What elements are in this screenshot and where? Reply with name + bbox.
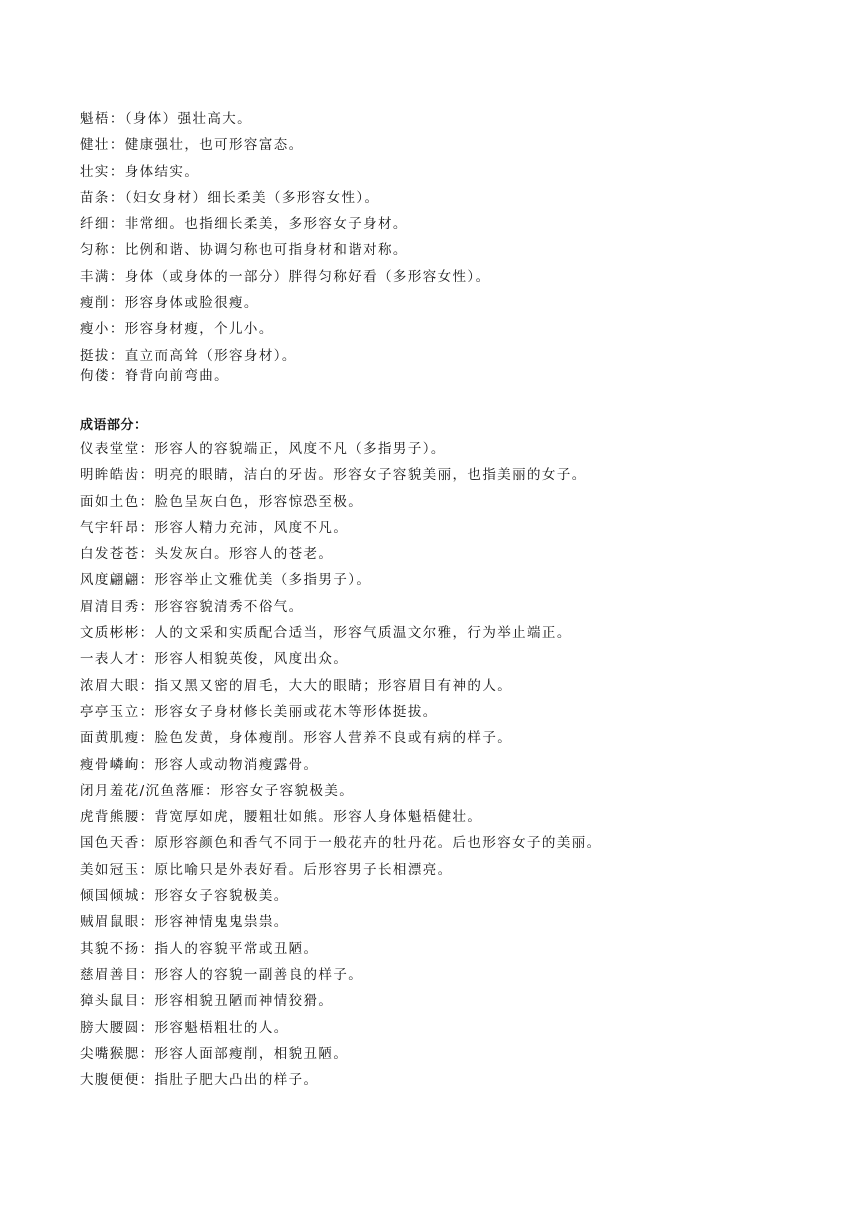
- entry-definition: 指又黑又密的眉毛，大大的眼睛；形容眉目有神的人。: [154, 677, 513, 694]
- entry-definition: 脸色呈灰白色，形容惊恐至极。: [154, 493, 364, 510]
- entry-definition: 形容女子身材修长美丽或花木等形体挺拔。: [154, 703, 438, 720]
- entry-separator: ：: [139, 940, 155, 957]
- entry-term: 面黄肌瘦: [80, 730, 140, 747]
- entry-definition: 指肚子肥大凸出的样子。: [154, 1072, 319, 1089]
- idiom-entry: [80, 909, 820, 935]
- entry-separator: ：: [139, 756, 155, 773]
- entry-definition: （身体）强壮高大。: [124, 111, 253, 127]
- entry-term: 气宇轩昂: [80, 519, 140, 536]
- entry-definition: 非常细。也指细长柔美，多形容女子身材。: [124, 216, 408, 233]
- entry-separator: ：: [139, 677, 155, 694]
- vocabulary-entry: [80, 237, 820, 263]
- entry-separator: ：: [109, 295, 125, 312]
- entry-separator: ：: [109, 216, 125, 233]
- idiom-entry: [80, 778, 820, 804]
- entry-separator: ：: [139, 493, 155, 510]
- entry-definition: 形容神情鬼鬼祟祟。: [154, 914, 289, 931]
- entry-separator: ：: [139, 730, 155, 747]
- entry-separator: ：: [109, 242, 125, 259]
- entry-term: 眉清目秀: [80, 598, 140, 615]
- idiom-entry: [80, 857, 820, 883]
- idiom-entry: [80, 883, 820, 909]
- entry-definition: 原形容颜色和香气不同于一般花卉的牡丹花。后也形容女子的美丽。: [154, 835, 602, 852]
- idiom-entry: [80, 462, 820, 488]
- idiom-entry: [80, 804, 820, 830]
- idiom-entry: [80, 436, 820, 462]
- entry-term: 美如冠玉: [80, 861, 140, 878]
- entry-separator: ：: [109, 321, 125, 338]
- idiom-entry: [80, 620, 820, 646]
- entry-term: 挺拔: [80, 347, 110, 364]
- idiom-entry: [80, 541, 820, 567]
- entry-term: 亭亭玉立: [80, 703, 140, 720]
- idiom-entry: [80, 1015, 820, 1041]
- vocabulary-entry: [80, 343, 820, 363]
- entry-term: 大腹便便: [80, 1072, 140, 1089]
- entry-separator: ：: [109, 268, 125, 285]
- entry-separator: ：: [139, 835, 155, 852]
- entry-separator: ：: [109, 111, 125, 127]
- entry-separator: ：: [139, 861, 155, 878]
- vocabulary-entry: [80, 185, 820, 211]
- entry-separator: ：: [139, 914, 155, 931]
- entry-term: 瘦小: [80, 321, 110, 338]
- entry-definition: 背宽厚如虎，腰粗壮如熊。形容人身体魁梧健壮。: [154, 809, 483, 826]
- entry-definition: 形容人的容貌端正，风度不凡（多指男子）。: [154, 441, 446, 457]
- entry-separator: ：: [139, 1072, 155, 1089]
- entry-term: 丰满: [80, 268, 110, 285]
- entry-term: 苗条: [80, 189, 110, 206]
- entry-term: 魁梧: [80, 111, 110, 127]
- entry-term: 一表人才: [80, 651, 140, 668]
- entry-separator: ：: [139, 598, 155, 615]
- idiom-entry: [80, 699, 820, 725]
- entry-separator: ：: [109, 347, 125, 364]
- entry-separator: ：: [205, 782, 221, 799]
- entry-separator: ：: [139, 1045, 155, 1062]
- entry-separator: ：: [139, 1019, 155, 1036]
- entry-separator: ：: [139, 809, 155, 826]
- entry-term: 风度翩翩: [80, 572, 140, 589]
- entry-term: 壮实: [80, 163, 110, 180]
- idiom-entry: [80, 489, 820, 515]
- entry-separator: ：: [139, 966, 155, 983]
- idiom-entry: [80, 752, 820, 778]
- entry-term: 国色天香: [80, 835, 140, 852]
- entry-definition: 原比喻只是外表好看。后形容男子长相漂亮。: [154, 861, 453, 878]
- idiom-entry: [80, 962, 820, 988]
- idiom-entry: [80, 673, 820, 699]
- entry-definition: 形容人或动物消瘦露骨。: [154, 756, 319, 773]
- entry-term: 文质彬彬: [80, 625, 140, 642]
- vocabulary-entry: [80, 106, 820, 132]
- vocabulary-entry: [80, 363, 820, 389]
- entry-definition: 形容举止文雅优美（多指男子）。: [154, 572, 372, 589]
- entry-separator: ：: [109, 163, 125, 180]
- entry-term: 贼眉鼠眼: [80, 914, 140, 931]
- entry-definition: 形容容貌清秀不俗气。: [154, 598, 304, 615]
- entry-definition: 身体结实。: [124, 163, 200, 180]
- vocabulary-list: [80, 106, 820, 389]
- entry-definition: 比例和谐、协调匀称也可指身材和谐对称。: [124, 242, 408, 259]
- entry-term: 瘦削: [80, 295, 110, 312]
- entry-separator: ：: [109, 189, 125, 206]
- entry-definition: 形容身材瘦，个儿小。: [124, 321, 274, 338]
- entry-definition: （妇女身材）细长柔美（多形容女性）。: [124, 189, 380, 206]
- entry-definition: 明亮的眼睛，洁白的牙齿。形容女子容貌美丽，也指美丽的女子。: [154, 467, 587, 484]
- vocabulary-entry: [80, 290, 820, 316]
- idiom-entry: [80, 936, 820, 962]
- entry-separator: ：: [139, 625, 155, 642]
- entry-separator: ：: [139, 546, 155, 563]
- entry-definition: 形容人相貌英俊，风度出众。: [154, 651, 349, 668]
- entry-definition: 头发灰白。形容人的苍老。: [154, 546, 334, 563]
- entry-term: 慈眉善目: [80, 966, 140, 983]
- entry-definition: 形容身体或脸很瘦。: [124, 295, 259, 312]
- vocabulary-entry: [80, 316, 820, 342]
- idiom-entry: [80, 515, 820, 541]
- vocabulary-entry: [80, 264, 820, 290]
- entry-term: 明眸皓齿: [80, 467, 140, 484]
- entry-separator: ：: [139, 441, 155, 457]
- entry-separator: ：: [139, 651, 155, 668]
- entry-term: 面如土色: [80, 493, 140, 510]
- entry-term: 匀称: [80, 242, 110, 259]
- entry-definition: 身体（或身体的一部分）胖得匀称好看（多形容女性）。: [124, 268, 491, 285]
- entry-term: 佝偻: [80, 367, 110, 384]
- entry-definition: 健康强壮，也可形容富态。: [124, 137, 304, 154]
- entry-definition: 形容相貌丑陋而神情狡猾。: [154, 993, 334, 1010]
- entry-term: 纤细: [80, 216, 110, 233]
- idiom-entry: [80, 1067, 820, 1093]
- idiom-entry: [80, 567, 820, 593]
- entry-term: 虎背熊腰: [80, 809, 140, 826]
- idiom-entry: [80, 725, 820, 751]
- entry-definition: 脸色发黄，身体瘦削。形容人营养不良或有病的样子。: [154, 730, 513, 747]
- entry-separator: ：: [139, 519, 155, 536]
- entry-term: 獐头鼠目: [80, 993, 140, 1010]
- idioms-section-heading: 成语部分：: [80, 418, 148, 433]
- entry-term: 倾国倾城: [80, 888, 140, 905]
- entry-definition: 形容女子容貌极美。: [220, 782, 355, 799]
- idiom-entry: [80, 594, 820, 620]
- vocabulary-entry: [80, 132, 820, 158]
- entry-separator: ：: [139, 703, 155, 720]
- entry-term: 仪表堂堂: [80, 441, 140, 457]
- entry-term: 健壮: [80, 137, 110, 154]
- entry-term: 尖嘴猴腮: [80, 1045, 140, 1062]
- entry-separator: ：: [109, 137, 125, 154]
- entry-definition: 形容魁梧粗壮的人。: [154, 1019, 289, 1036]
- idioms-list: [80, 436, 820, 1093]
- idiom-entry: [80, 988, 820, 1014]
- entry-definition: 直立而高耸（形容身材）。: [124, 347, 297, 364]
- entry-separator: ：: [139, 572, 155, 589]
- entry-definition: 形容人的容貌一副善良的样子。: [154, 966, 364, 983]
- idiom-entry: [80, 1041, 820, 1067]
- entry-term: 膀大腰圆: [80, 1019, 140, 1036]
- entry-separator: ：: [139, 467, 155, 484]
- entry-term: 瘦骨嶙峋: [80, 756, 140, 773]
- entry-term: 白发苍苍: [80, 546, 140, 563]
- idiom-entry: [80, 646, 820, 672]
- entry-definition: 形容人精力充沛，风度不凡。: [154, 519, 349, 536]
- entry-definition: 人的文采和实质配合适当，形容气质温文尔雅，行为举止端正。: [154, 625, 572, 642]
- entry-definition: 形容人面部瘦削，相貌丑陋。: [154, 1045, 349, 1062]
- entry-separator: ：: [109, 367, 125, 384]
- entry-term: 其貌不扬: [80, 940, 140, 957]
- vocabulary-entry: [80, 211, 820, 237]
- entry-definition: 形容女子容貌极美。: [154, 888, 289, 905]
- entry-separator: ：: [139, 888, 155, 905]
- entry-term: 浓眉大眼: [80, 677, 140, 694]
- idiom-entry: [80, 830, 820, 856]
- entry-definition: 指人的容貌平常或丑陋。: [154, 940, 319, 957]
- entry-term: 闭月羞花/沉鱼落雁: [80, 782, 206, 799]
- entry-separator: ：: [139, 993, 155, 1010]
- vocabulary-entry: [80, 159, 820, 185]
- entry-definition: 脊背向前弯曲。: [124, 367, 230, 384]
